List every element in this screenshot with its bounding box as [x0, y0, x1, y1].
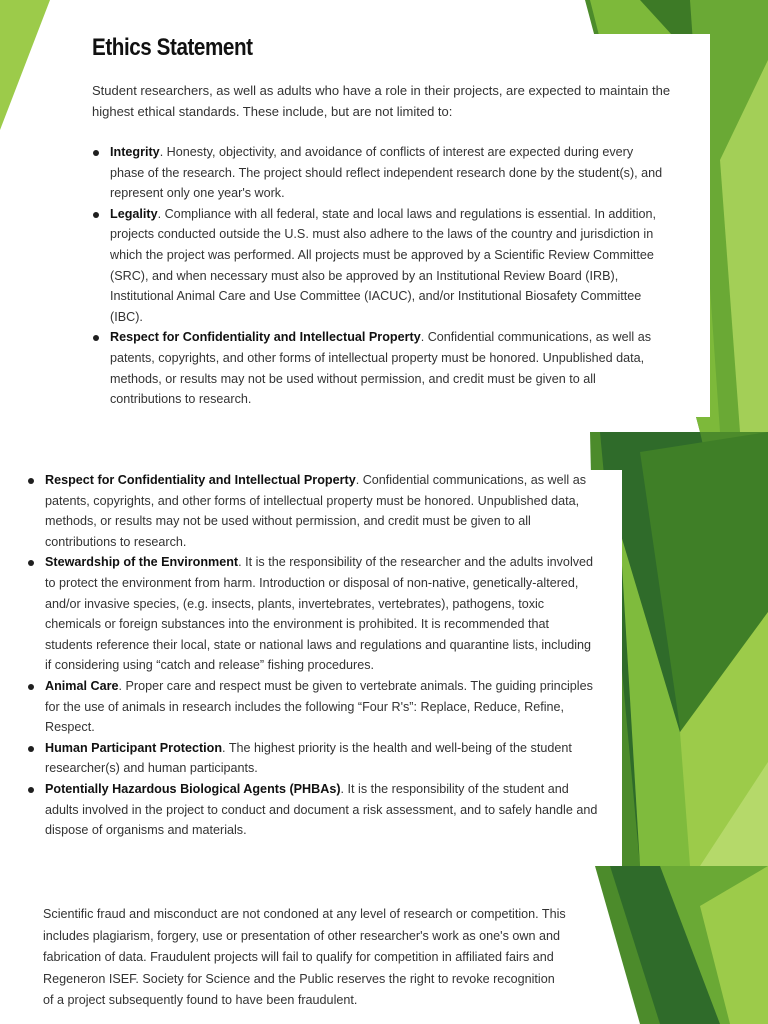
- content-panel: [0, 470, 622, 866]
- content-panel: [0, 880, 594, 1024]
- content-panel: [52, 34, 710, 417]
- list-item-environment: Stewardship of the Environment. It is the responsibility of the researcher and the adults involved to protect the environment from harm. Introduction or disposal of non-native, genetically-altered, and/or invasive species, (e.g. insects, plants, invertebrates, vertebrates), pathogens, toxic chemicals or foreign substances into the environment is prohibited. It is recommended that students reference their local, state or national laws and regulations and quarantine lists, including if considering using “catch and release” fishing procedures.: [45, 552, 600, 676]
- misconduct-paragraph: Scientific fraud and misconduct are not condoned at any level of research or competition. This includes plagiarism, forgery, use or presentation of other researcher's work as one's own and fabrication of data. Fraudulent projects will fail to qualify for competition in affiliated fairs and Regeneron ISEF. Society for Science and the Public reserves the right to revoke recognition of a project subsequently found to have been fraudulent.: [43, 907, 566, 1008]
- list-item-legality: Legality. Compliance with all federal, state and local laws and regulations is essential. In addition, projects conducted outside the U.S. must also adhere to the laws of the country and jurisdiction in which the project was performed. All projects must be approved by a Scientific Review Committee (SRC), and when necessary must also be approved by an Institutional Review Board (IRB), Institutional Animal Care and Use Committee (IACUC), and/or Institutional Biosafety Committee (IBC).: [110, 204, 666, 328]
- slide-3: [0, 866, 768, 1024]
- slide-1: [0, 0, 768, 432]
- list-item-confidentiality: Respect for Confidentiality and Intellectual Property. Confidential communications, as well as patents, copyrights, and other forms of intellectual property must be honored. Unpublished data, methods, or results may not be used without permission, and credit must be given to all contributions to research.: [45, 470, 600, 552]
- bullet-icon: [28, 746, 34, 752]
- ethics-list: [110, 142, 666, 410]
- bullet-icon: [93, 150, 99, 156]
- slide-2: [0, 432, 768, 866]
- list-item-integrity: Integrity. Honesty, objectivity, and avoidance of conflicts of interest are expected during every phase of the research. The project should reflect independent research done by the student(s), and represent only one year's work.: [110, 142, 666, 204]
- list-item-confidentiality: Respect for Confidentiality and Intellectual Property. Confidential communications, as well as patents, copyrights, and other forms of intellectual property must be honored. Unpublished data, methods, or results may not be used without permission, and credit must be given to all contributions to research.: [110, 327, 666, 409]
- bullet-icon: [28, 560, 34, 566]
- list-item-human-participant: Human Participant Protection. The highest priority is the health and well-being of the student researcher(s) and human participants.: [45, 738, 600, 779]
- intro-paragraph: Student researchers, as well as adults who have a role in their projects, are expected to maintain the highest ethical standards. These include, but are not limited to:: [92, 83, 671, 119]
- list-item-animal-care: Animal Care. Proper care and respect must be given to vertebrate animals. The guiding principles for the use of animals in research includes the following “Four R's”: Replace, Reduce, Refine, Respect.: [45, 676, 600, 738]
- bullet-icon: [28, 787, 34, 793]
- bullet-icon: [28, 478, 34, 484]
- bullet-icon: [28, 684, 34, 690]
- ethics-list-continued: [45, 470, 600, 841]
- page-title: Ethics Statement: [92, 34, 253, 61]
- list-item-phbas: Potentially Hazardous Biological Agents (PHBAs). It is the responsibility of the student and adults involved in the project to conduct and document a risk assessment, and to safely handle and dispose of organisms and materials.: [45, 779, 600, 841]
- bullet-icon: [93, 335, 99, 341]
- bullet-icon: [93, 212, 99, 218]
